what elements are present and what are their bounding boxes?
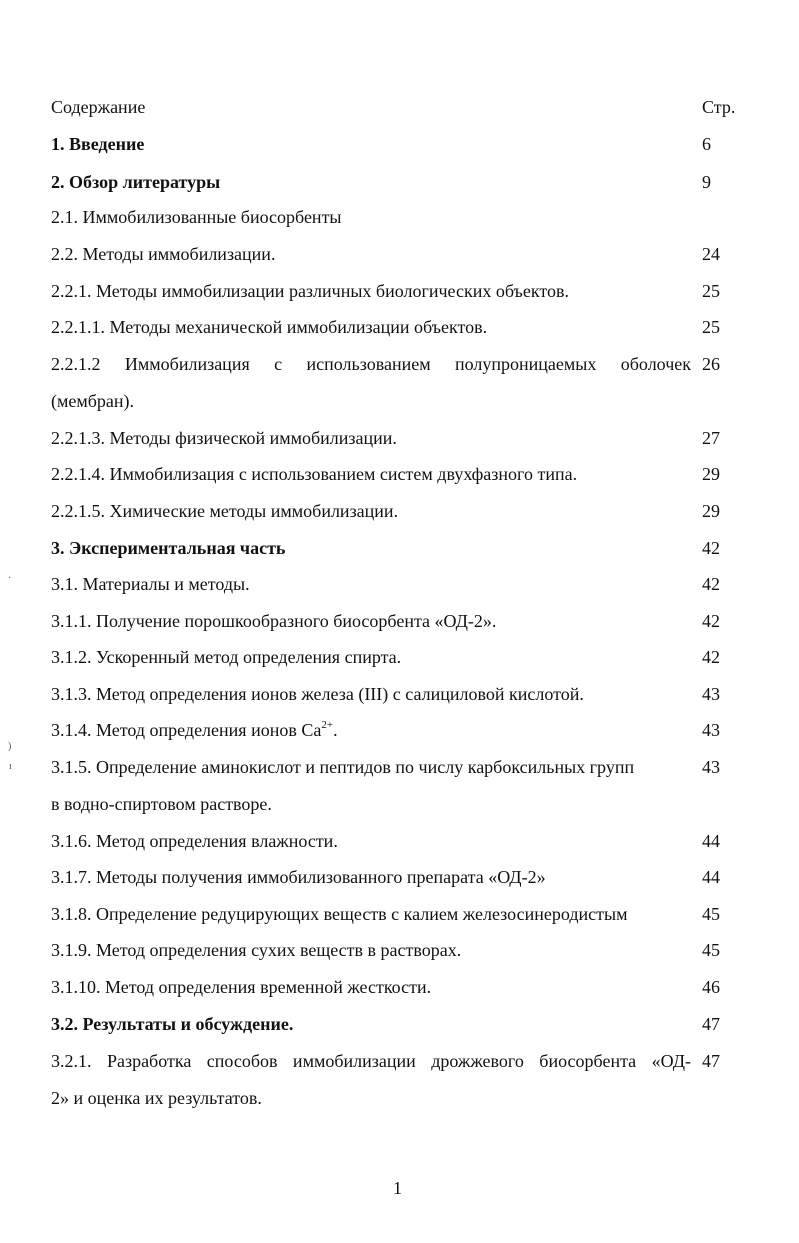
toc-entry-text: 2.2.1.4. Иммобилизация с использованием систем двухфазного типа. (51, 464, 578, 484)
toc-header-page-col: Стр. (702, 97, 736, 117)
toc-entry-text: 2.2.1.1. Методы механической иммобилизации объектов. (51, 317, 488, 337)
toc-entry-page: 29 (702, 501, 720, 521)
scan-artifact-mark: · (8, 573, 12, 584)
ion-charge-superscript: 2+ (321, 719, 334, 731)
toc-entry-text-main: 3.1.4. Метод определения ионов Ca (51, 720, 322, 740)
scan-artifact-mark: ı (9, 761, 12, 772)
toc-entry-page: 46 (702, 977, 720, 997)
toc-entry-page: 29 (702, 464, 720, 484)
toc-entry-text: 2.2.1.2 Иммобилизация с использованием полупроницаемых оболочек (51, 354, 691, 374)
toc-entry-page: 47 (702, 1051, 720, 1071)
toc-entry-text: 3.1.6. Метод определения влажности. (51, 831, 338, 851)
toc-entry-text (51, 720, 691, 740)
toc-entry-page: 26 (702, 354, 720, 374)
toc-entry-text: 3.1.9. Метод определения сухих веществ в растворах. (51, 940, 462, 960)
toc-entry-text: 3. Экспериментальная часть (51, 538, 286, 558)
toc-entry-text: 3.1.3. Метод определения ионов железа (III) с салициловой кислотой. (51, 684, 584, 704)
toc-entry-page: 43 (702, 720, 720, 740)
toc-entry-text: 3.1.8. Определение редуцирующих веществ с калием железосинеродистым (51, 904, 628, 924)
toc-entry-text: 3.1.5. Определение аминокислот и пептидов по числу карбоксильных групп (51, 757, 635, 777)
toc-entry-text: 3.2.1. Разработка способов иммобилизации дрожжевого биосорбента «ОД- (51, 1051, 691, 1071)
toc-entry-text: 3.1.2. Ускоренный метод определения спирта. (51, 647, 402, 667)
toc-entry-page: 42 (702, 647, 720, 667)
toc-entry-page: 25 (702, 281, 720, 301)
toc-entry-continuation: 2» и оценка их результатов. (51, 1088, 262, 1108)
toc-entry-text: 3.1.1. Получение порошкообразного биосорбента «ОД-2». (51, 611, 497, 631)
toc-entry-continuation: (мембран). (51, 391, 135, 411)
toc-entry-text: 2.2. Методы иммобилизации. (51, 244, 276, 264)
toc-entry-page: 42 (702, 574, 720, 594)
toc-entry-page: 27 (702, 428, 720, 448)
toc-entry-text: 3.1. Материалы и методы. (51, 574, 250, 594)
toc-entry-page: 42 (702, 611, 720, 631)
toc-entry-text: 3.2. Результаты и обсуждение. (51, 1014, 294, 1034)
toc-entry-page: 6 (702, 134, 711, 154)
toc-header-title: Содержание (51, 97, 146, 117)
toc-entry-text: 1. Введение (51, 134, 145, 154)
toc-entry-text: 2.2.1.5. Химические методы иммобилизации. (51, 501, 399, 521)
toc-entry-text: 3.1.7. Методы получения иммобилизованного препарата «ОД-2» (51, 867, 546, 887)
toc-entry-page: 42 (702, 538, 720, 558)
toc-entry-page: 44 (702, 867, 720, 887)
scan-artifact-mark: ) (8, 741, 12, 752)
toc-entry-page: 25 (702, 317, 720, 337)
toc-entry-page: 43 (702, 684, 720, 704)
toc-entry-page: 43 (702, 757, 720, 777)
toc-entry-page: 45 (702, 904, 720, 924)
toc-entry-page: 9 (702, 172, 711, 192)
page-number: 1 (393, 1178, 402, 1198)
toc-entry-page: 24 (702, 244, 720, 264)
toc-entry-page: 45 (702, 940, 720, 960)
toc-entry-text-tail: . (333, 720, 338, 740)
toc-entry-text: 2.2.1.3. Методы физической иммобилизации. (51, 428, 397, 448)
toc-entry-text: 2.2.1. Методы иммобилизации различных биологических объектов. (51, 281, 569, 301)
toc-entry-page: 44 (702, 831, 720, 851)
toc-entry-continuation: в водно-спиртовом растворе. (51, 794, 272, 814)
toc-entry-text: 3.1.10. Метод определения временной жесткости. (51, 977, 432, 997)
toc-entry-page: 47 (702, 1014, 720, 1034)
toc-entry-text: 2.1. Иммобилизованные биосорбенты (51, 207, 342, 227)
toc-entry-text: 2. Обзор литературы (51, 172, 221, 192)
